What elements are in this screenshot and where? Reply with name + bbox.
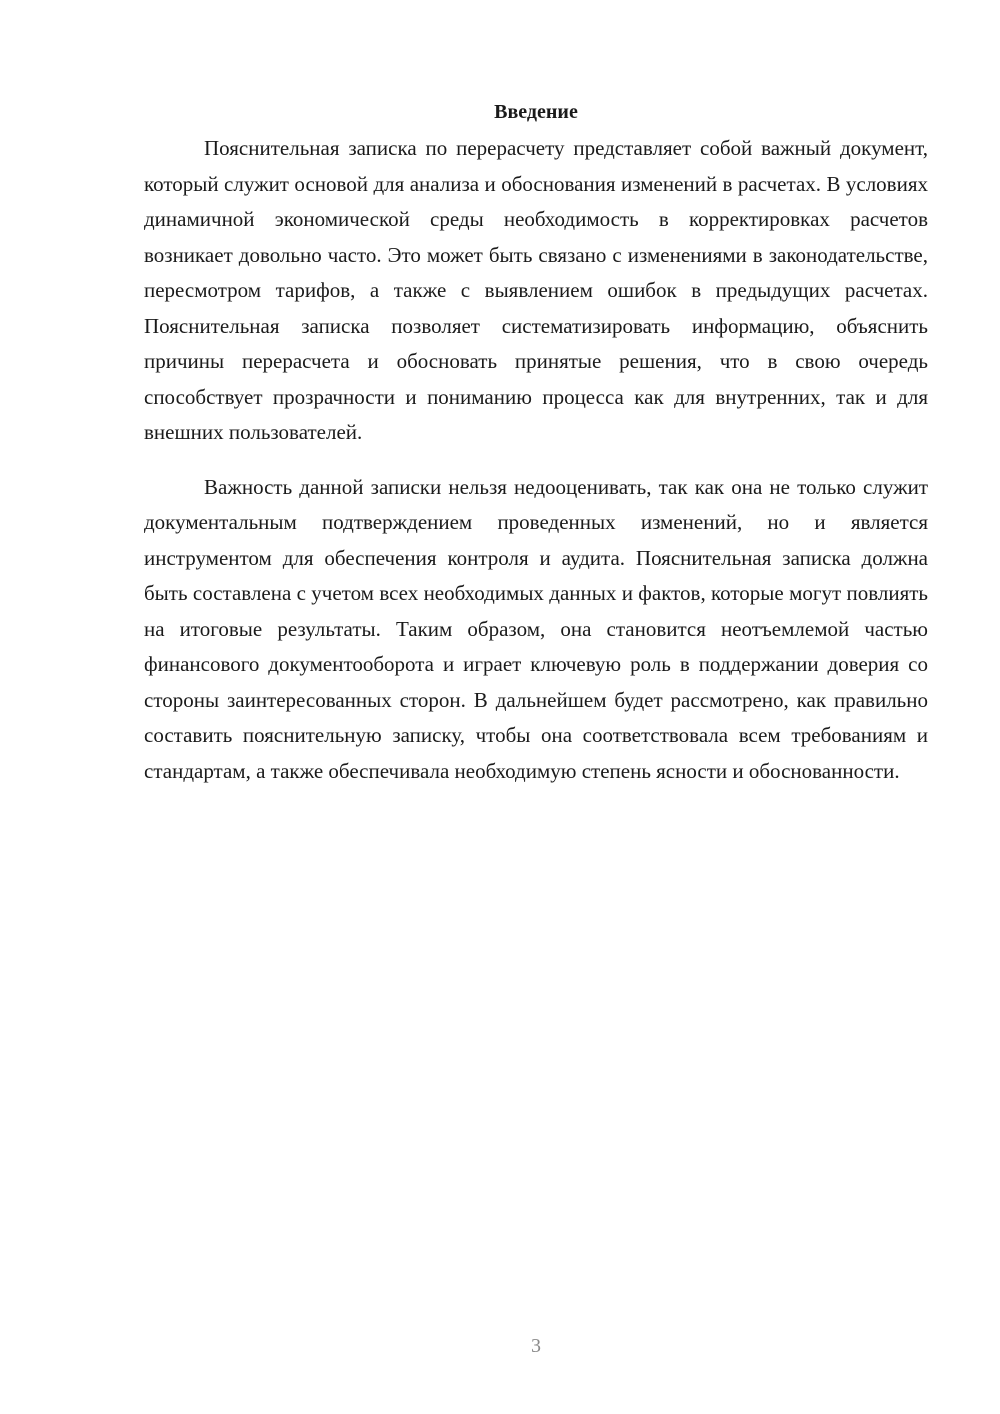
paragraph: Пояснительная записка по перерасчету представляет собой важный документ, который служит основой для анализа и обоснования изменений в расчетах. В условиях динамичной экономической среды необходимость в корректировках расчетов возникает довольно часто. Это может быть связано с изменениями в законодательстве, пересмотром тарифов, а также с выявлением ошибок в предыдущих расчетах. Пояснительная записка позволяет систематизировать информацию, объяснить причины перерасчета и обосновать принятые решения, что в свою очередь способствует прозрачности и пониманию процесса как для внутренних, так и для внешних пользователей. [144,136,928,444]
page-number: 3 [531,1335,541,1357]
paragraph: Важность данной записки нельзя недооценивать, так как она не только служит документальным подтверждением проведенных изменений, но и является инструментом для обеспечения контроля и аудита. Пояснительная записка должна быть составлена с учетом всех необходимых данных и фактов, которые могут повлиять на итоговые результаты. Таким образом, она становится неотъемлемой частью финансового документооборота и играет ключевую роль в поддержании доверия со стороны заинтересованных сторон. В дальнейшем будет рассмотрено, как правильно составить пояснительную записку, чтобы она соответствовала всем требованиям и стандартам, а также обеспечивала необходимую степень ясности и обоснованности. [144,474,928,783]
page-content [144,96,928,789]
section-heading: Введение [494,101,578,123]
